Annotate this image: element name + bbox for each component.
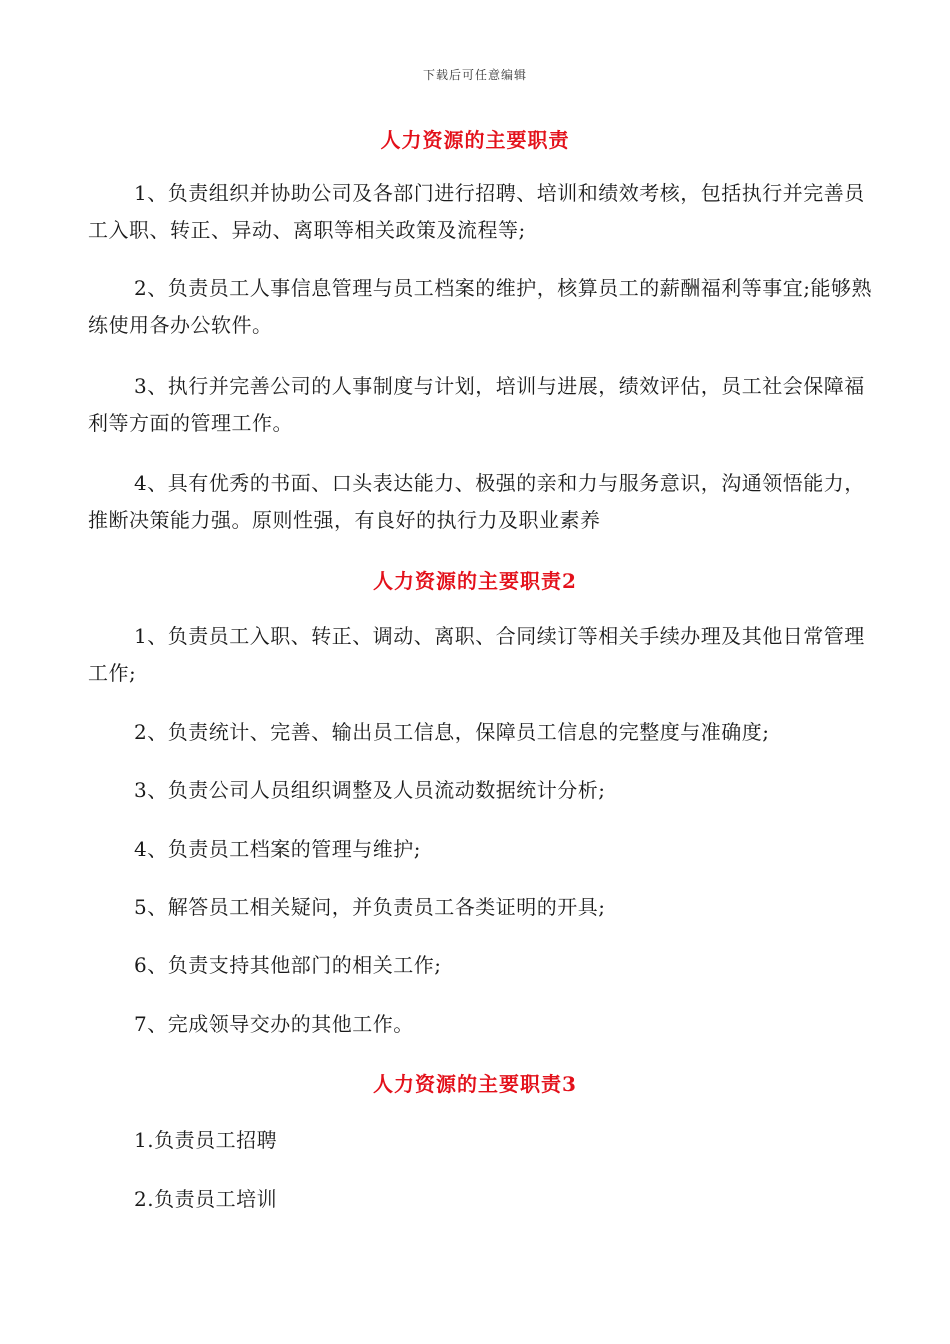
section-2-item-4: 4、负责员工档案的管理与维护; <box>134 837 421 861</box>
section-1-item-1: 1、负责组织并协助公司及各部门进行招聘、培训和绩效考核，包括执行并完善员工入职、转正、异动、离职等相关政策及流程等; <box>88 181 865 242</box>
header-note: 下载后可任意编辑 <box>422 68 527 82</box>
section-2-item-5: 5、解答员工相关疑问，并负责员工各类证明的开具; <box>134 895 606 919</box>
section-2-item-3: 3、负责公司人员组织调整及人员流动数据统计分析; <box>134 778 606 802</box>
section-2-item-1: 1、负责员工入职、转正、调动、离职、合同续订等相关手续办理及其他日常管理工作; <box>88 624 865 685</box>
section-1-item-3: 3、执行并完善公司的人事制度与计划，培训与进展，绩效评估，员工社会保障福利等方面的管理工作。 <box>88 374 865 435</box>
section-2-item-7: 7、完成领导交办的其他工作。 <box>134 1012 414 1036</box>
section-3-item-2: 2.负责员工培训 <box>134 1187 278 1211</box>
section-title-2: 人力资源的主要职责2 <box>373 569 577 593</box>
section-2-item-6: 6、负责支持其他部门的相关工作; <box>134 953 442 977</box>
section-1-item-2: 2、负责员工人事信息管理与员工档案的维护，核算员工的薪酬福利等事宜;能够熟练使用各办公软件。 <box>88 276 872 337</box>
section-1-item-4: 4、具有优秀的书面、口头表达能力、极强的亲和力与服务意识，沟通领悟能力，推断决策能力强。原则性强，有良好的执行力及职业素养 <box>88 471 865 532</box>
section-3-item-1: 1.负责员工招聘 <box>134 1128 278 1152</box>
section-title-3: 人力资源的主要职责3 <box>373 1072 577 1096</box>
section-title-1: 人力资源的主要职责 <box>380 128 570 152</box>
section-2-item-2: 2、负责统计、完善、输出员工信息，保障员工信息的完整度与准确度; <box>134 720 770 744</box>
